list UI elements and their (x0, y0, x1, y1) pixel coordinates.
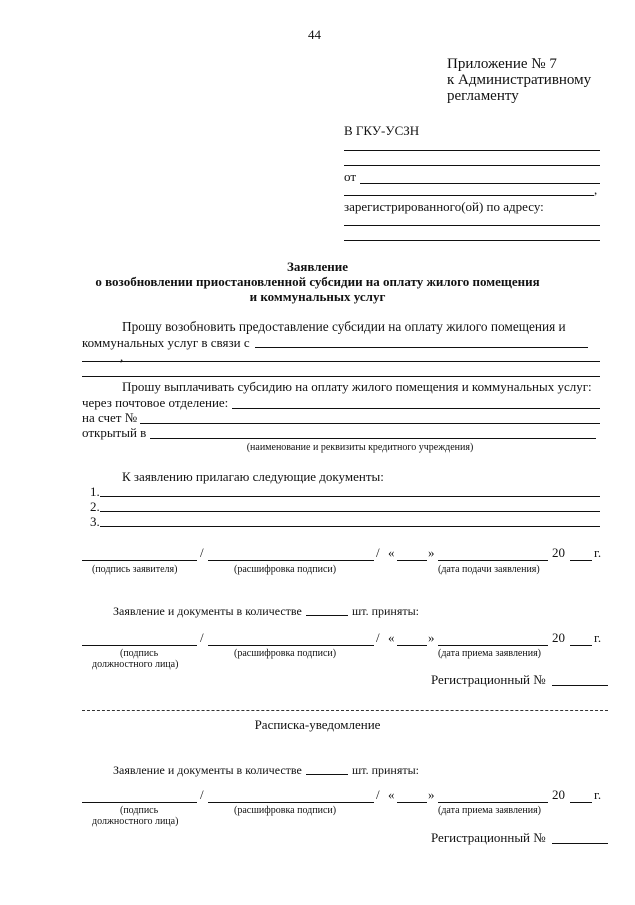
bank-label: открытый в (82, 425, 147, 440)
year-suffix: г. (594, 787, 602, 802)
appendix-line: к Административному (447, 72, 592, 88)
comma: , (594, 182, 598, 197)
request-line: коммунальных услуг в связи с (82, 335, 250, 350)
comma: , (120, 349, 124, 364)
receipt-accept-date-hint: (дата приема заявления) (438, 805, 542, 816)
receipt-text: шт. приняты: (352, 763, 420, 777)
decode-hint: (расшифровка подписи) (234, 564, 337, 575)
bank-field[interactable] (150, 438, 596, 439)
year-prefix: 20 (552, 787, 565, 802)
registered-address-label: зарегистрированного(ой) по адресу: (344, 199, 544, 214)
from-field[interactable] (360, 183, 600, 184)
quote-close: » (428, 630, 435, 645)
year-prefix: 20 (552, 630, 565, 645)
addressee-to: В ГКУ-УСЗН (344, 123, 420, 138)
slash: / (200, 787, 204, 802)
month-field[interactable] (438, 645, 548, 646)
quote-open: « (388, 630, 395, 645)
appendix-line: Приложение № 7 (447, 56, 557, 72)
official-signature-field[interactable] (82, 645, 197, 646)
reason-field-3[interactable] (82, 376, 600, 377)
registration-label: Регистрационный № (431, 672, 546, 687)
day-field[interactable] (397, 645, 427, 646)
document-item-number: 2. (90, 499, 100, 514)
applicant-decode-field[interactable] (208, 560, 374, 561)
bank-hint: (наименование и реквизиты кредитного учреждения) (246, 442, 474, 453)
year-field[interactable] (570, 802, 592, 803)
addressee-field[interactable] (344, 150, 600, 151)
post-office-label: через почтовое отделение: (82, 395, 229, 410)
payment-intro: Прошу выплачивать субсидию на оплату жилого помещения и коммунальных услуг: (122, 379, 592, 394)
day-field[interactable] (397, 560, 427, 561)
receipt-decode-field[interactable] (208, 802, 374, 803)
reason-field-2[interactable] (82, 361, 600, 362)
appendix-line: регламенту (447, 88, 519, 104)
accept-date-hint: (дата приема заявления) (438, 648, 542, 659)
document-item-field[interactable] (100, 496, 600, 497)
cut-line (82, 710, 608, 711)
registration-number-field[interactable] (552, 685, 608, 686)
title-line: Заявление (286, 259, 349, 274)
receipt-title: Расписка-уведомление (254, 717, 381, 732)
slash: / (200, 630, 204, 645)
month-field[interactable] (438, 802, 548, 803)
quote-open: « (388, 545, 395, 560)
receipt-registration-number-field[interactable] (552, 843, 608, 844)
document-item-number: 3. (90, 514, 100, 529)
quote-open: « (388, 787, 395, 802)
title-line: о возобновлении приостановленной субсидии на оплату жилого помещения (95, 274, 540, 289)
reason-field[interactable] (255, 347, 588, 348)
accepted-text: Заявление и документы в количестве (113, 604, 302, 618)
from-field-2[interactable] (344, 195, 594, 196)
year-prefix: 20 (552, 545, 565, 560)
slash: / (376, 787, 380, 802)
receipt-count-field[interactable] (306, 774, 348, 775)
request-line: Прошу возобновить предоставление субсидии на оплату жилого помещения и (122, 319, 566, 334)
quote-close: » (428, 545, 435, 560)
address-field[interactable] (344, 240, 600, 241)
submit-date-hint: (дата подачи заявления) (438, 564, 540, 575)
count-field[interactable] (306, 615, 348, 616)
applicant-signature-field[interactable] (82, 560, 197, 561)
document-item-field[interactable] (100, 526, 600, 527)
receipt-official-hint: (подпись (120, 805, 159, 816)
slash: / (200, 545, 204, 560)
applicant-signature-hint: (подпись заявителя) (92, 564, 178, 575)
official-decode-field[interactable] (208, 645, 374, 646)
receipt-registration-label: Регистрационный № (431, 830, 546, 845)
accepted-text: шт. приняты: (352, 604, 420, 618)
document-item-field[interactable] (100, 511, 600, 512)
slash: / (376, 545, 380, 560)
day-field[interactable] (397, 802, 427, 803)
account-field[interactable] (140, 423, 600, 424)
account-label: на счет № (82, 410, 138, 425)
year-field[interactable] (570, 645, 592, 646)
receipt-official-signature-field[interactable] (82, 802, 197, 803)
receipt-official-hint: должностного лица) (92, 816, 179, 827)
quote-close: » (428, 787, 435, 802)
receipt-text: Заявление и документы в количестве (113, 763, 302, 777)
year-field[interactable] (570, 560, 592, 561)
document-item-number: 1. (90, 484, 100, 499)
from-label: от (344, 169, 357, 184)
year-suffix: г. (594, 630, 602, 645)
post-office-field[interactable] (232, 408, 600, 409)
decode-hint: (расшифровка подписи) (234, 648, 337, 659)
addressee-field[interactable] (344, 165, 600, 166)
month-field[interactable] (438, 560, 548, 561)
official-signature-hint: должностного лица) (92, 659, 179, 670)
title-line: и коммунальных услуг (249, 289, 386, 304)
year-suffix: г. (594, 545, 602, 560)
documents-intro: К заявлению прилагаю следующие документы: (122, 469, 384, 484)
address-field[interactable] (344, 225, 600, 226)
slash: / (376, 630, 380, 645)
official-signature-hint: (подпись (120, 648, 159, 659)
decode-hint: (расшифровка подписи) (234, 805, 337, 816)
page-number: 44 (308, 27, 321, 42)
